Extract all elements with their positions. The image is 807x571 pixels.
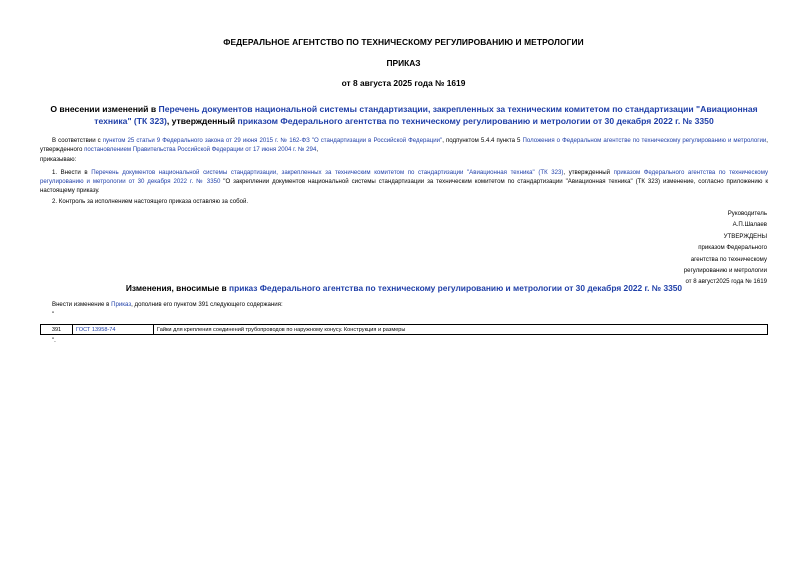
row-number: 391	[41, 325, 73, 335]
document-type: ПРИКАЗ	[386, 58, 421, 68]
preamble-text-1: В соответствии с	[52, 137, 103, 144]
link-prikaz[interactable]: Приказ	[111, 301, 132, 308]
clause-1-text-1: 1. Внести в	[52, 169, 92, 176]
row-standard-cell	[73, 325, 154, 335]
approved-label: УТВЕРЖДЕНЫ	[723, 232, 767, 240]
link-government-decree[interactable]: постановлением Правительства Российской Федерации от 17 июня 2004 г. № 294	[84, 146, 317, 154]
approved-line-2: агентства по техническому	[690, 255, 767, 263]
changes-table	[40, 324, 768, 335]
preamble-text-2: , подпунктом 5.4.4 пункта 5	[442, 137, 523, 144]
signer-name: А.П.Шалаев	[732, 221, 767, 229]
approved-line-3: регулированию и метрологии	[683, 267, 767, 275]
approved-line-1: приказом Федерального	[698, 244, 767, 252]
clause-1-text-3: "О закреплении документов национальной системы стандартизации за техническим комитетом по стандартизации "Авиационная техника" (ТК 323) изменение, согласно приложению к настоящему приказу.	[40, 178, 768, 195]
preamble-paragraph	[40, 136, 768, 154]
agency-title: ФЕДЕРАЛЬНОЕ АГЕНТСТВО ПО ТЕХНИЧЕСКОМУ РЕГУЛИРОВАНИЮ И МЕТРОЛОГИИ	[223, 37, 584, 47]
signature-block	[567, 208, 767, 288]
link-standards-list-2[interactable]: Перечень документов национальной системы стандартизации, закрепленных за техническим комитетом по стандартизации "Авиационная техника" (ТК 323)	[91, 169, 564, 176]
clause-1-text-2: , утвержденный	[563, 169, 614, 176]
preamble-text-4: ,	[316, 146, 319, 154]
order-word: приказываю:	[40, 156, 77, 163]
clause-2: 2. Контроль за исполнением настоящего приказа оставляю за собой.	[52, 198, 249, 205]
link-federal-law[interactable]: пунктом 25 статьи 9 Федерального закона от 29 июня 2015 г. № 162-ФЗ "О стандартизации в Российской Федерации"	[102, 137, 443, 144]
order-date-number: от 8 августа 2025 года № 1619	[341, 78, 466, 88]
link-agency-regulation[interactable]: Положения о Федеральном агентстве по техническому регулированию и метрологии	[522, 137, 767, 144]
signer-position: Руководитель	[727, 210, 767, 217]
order-heading	[40, 104, 768, 127]
heading-middle: , утвержденный	[166, 115, 238, 126]
changes-heading-prefix: Изменения, вносимые в	[125, 283, 230, 293]
changes-intro	[52, 301, 283, 308]
row-title: Гайки для крепления соединений трубопроводов по наружному конусу. Конструкция и размеры	[154, 325, 768, 335]
changes-intro-text-2: , дополнив его пунктом 391 следующего содержания:	[131, 301, 283, 308]
clause-1	[40, 168, 768, 196]
changes-heading	[40, 283, 768, 293]
preamble-text-3: , утвержденного	[40, 137, 768, 154]
approved-line-4: от 8 август2025 года № 1619	[685, 278, 767, 286]
heading-prefix: О внесении изменений в	[50, 104, 159, 114]
link-order-3350[interactable]: приказом Федерального агентства по техническому регулированию и метрологии от 30 декабря 2022 г. № 3350	[237, 115, 714, 126]
link-gost-13958-74[interactable]: ГОСТ 13958-74	[76, 326, 116, 333]
link-order-3350-2[interactable]: приказом Федерального агентства по техническому регулированию и метрологии от 30 декабря 2022 г. № 3350	[40, 169, 768, 186]
quote-close: ".	[52, 337, 56, 344]
quote-open: "	[52, 311, 55, 318]
link-standards-list[interactable]: Перечень документов национальной системы стандартизации, закрепленных за техническим комитетом по стандартизации "Авиационная техника" (ТК 323)	[94, 104, 758, 126]
changes-intro-text-1: Внести изменение в	[52, 301, 112, 308]
table-row	[41, 325, 768, 335]
link-order-3350-3[interactable]: приказ Федерального агентства по техническому регулированию и метрологии от 30 декабря 2022 г. № 3350	[229, 283, 683, 293]
